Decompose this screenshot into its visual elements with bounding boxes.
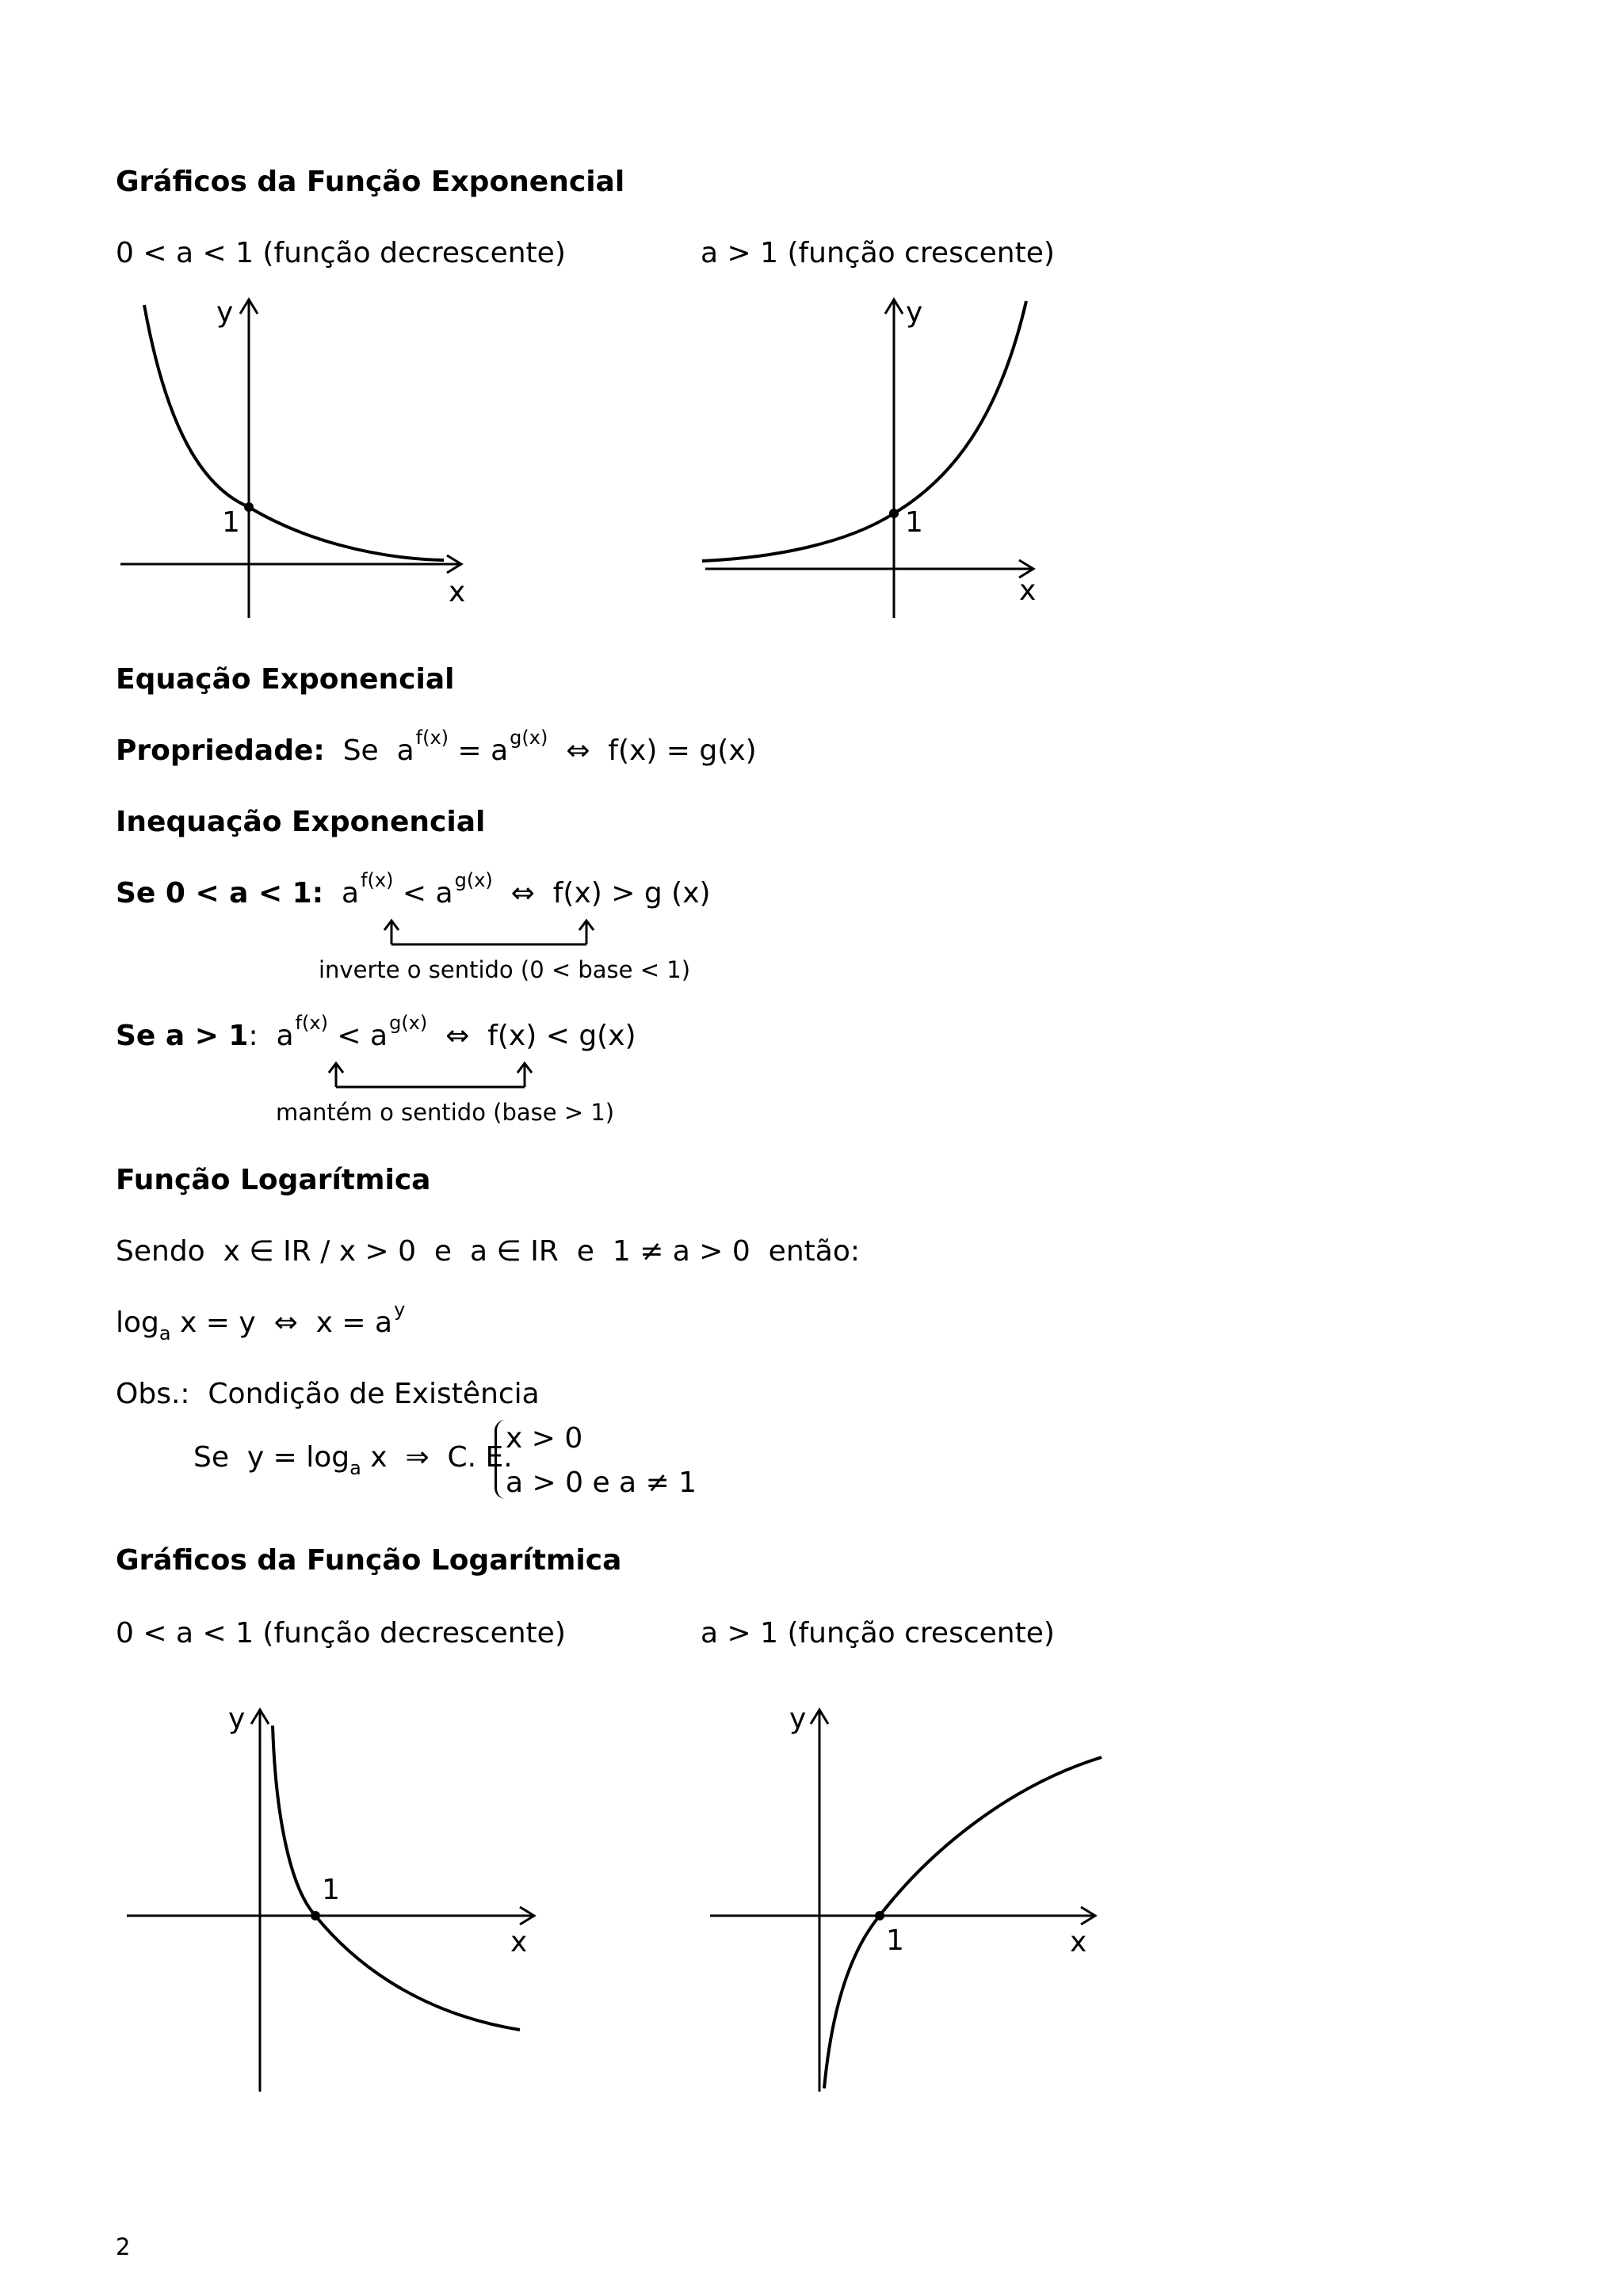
case-1-result: f(x) > g (x) [552, 877, 711, 910]
log-right-caption: a > 1 (função crescente) [701, 1617, 1055, 1650]
base: a [491, 734, 509, 767]
point-label: 1 [322, 1874, 340, 1906]
property-label: Propriedade: [116, 734, 325, 767]
exponent-f: f(x) [415, 727, 449, 749]
exponent-g: g(x) [454, 869, 493, 891]
log-domain-text: Sendo x ∈ IR / x > 0 e a ∈ IR e 1 ≠ a > 0 então: [116, 1235, 860, 1268]
exponent-f: f(x) [361, 869, 394, 891]
log-graphs-title: Gráficos da Função Logarítmica [116, 1544, 622, 1577]
log-definition-rest: x = y ⇔ x = a [170, 1306, 393, 1339]
y-axis-label: y [228, 1703, 246, 1735]
ce-log-base: a [349, 1457, 361, 1479]
less-than: < [337, 1020, 361, 1052]
log-word: log [116, 1306, 159, 1339]
colon: : [248, 1020, 258, 1052]
x-axis-label: x [1019, 574, 1037, 607]
x-axis-label: x [510, 1926, 528, 1958]
base: a [276, 1020, 294, 1052]
page-number: 2 [116, 2233, 131, 2260]
iff-symbol: ⇔ [445, 1020, 470, 1052]
case-2-label: Se a > 1 [116, 1020, 249, 1052]
base: a [370, 1020, 388, 1052]
se-word: Se [342, 734, 379, 767]
ce-rest: x ⇒ C. E. [361, 1441, 513, 1474]
y-axis-label: y [906, 296, 923, 329]
log-exponent: y [394, 1299, 406, 1321]
exp-left-caption: 0 < a < 1 (função decrescente) [116, 237, 566, 269]
x-axis-label: x [449, 576, 466, 608]
obs-text: Obs.: Condição de Existência [116, 1378, 540, 1410]
equals: = [457, 734, 482, 767]
less-than: < [402, 877, 427, 910]
point-label: 1 [905, 506, 923, 539]
log-left-caption: 0 < a < 1 (função decrescente) [116, 1617, 566, 1650]
exp-right-caption: a > 1 (função crescente) [701, 237, 1055, 269]
case-1-label: Se 0 < a < 1: [116, 877, 324, 910]
log-function-title: Função Logarítmica [116, 1164, 431, 1196]
y-axis-label: y [216, 296, 234, 329]
case-2-note: mantém o sentido (base > 1) [276, 1099, 615, 1126]
base: a [396, 734, 414, 767]
ce-condition-1: x > 0 [506, 1422, 583, 1455]
point-label: 1 [222, 506, 240, 539]
iff-symbol: ⇔ [566, 734, 590, 767]
x-axis-label: x [1070, 1926, 1087, 1958]
point-1-0 [875, 1911, 884, 1920]
point-label: 1 [886, 1924, 904, 1957]
base: a [342, 877, 360, 910]
exp-inequation-title: Inequação Exponencial [116, 806, 486, 838]
y-axis-label: y [789, 1703, 807, 1735]
case-2-result: f(x) < g(x) [487, 1020, 636, 1052]
log-base: a [158, 1322, 171, 1344]
exp-equation-title: Equação Exponencial [116, 663, 455, 696]
exponent-g: g(x) [389, 1012, 428, 1034]
case-1-note: inverte o sentido (0 < base < 1) [319, 956, 691, 983]
ce-prefix: Se y = log [193, 1441, 350, 1474]
iff-symbol: ⇔ [510, 877, 535, 910]
ce-condition-2: a > 0 e a ≠ 1 [506, 1466, 697, 1499]
base: a [435, 877, 453, 910]
log-increasing-curve [824, 1757, 1102, 2088]
equation-result: f(x) = g(x) [608, 734, 757, 767]
exponent-g: g(x) [510, 727, 548, 749]
exponent-f: f(x) [295, 1012, 328, 1034]
exp-graphs-title: Gráficos da Função Exponencial [116, 166, 625, 198]
